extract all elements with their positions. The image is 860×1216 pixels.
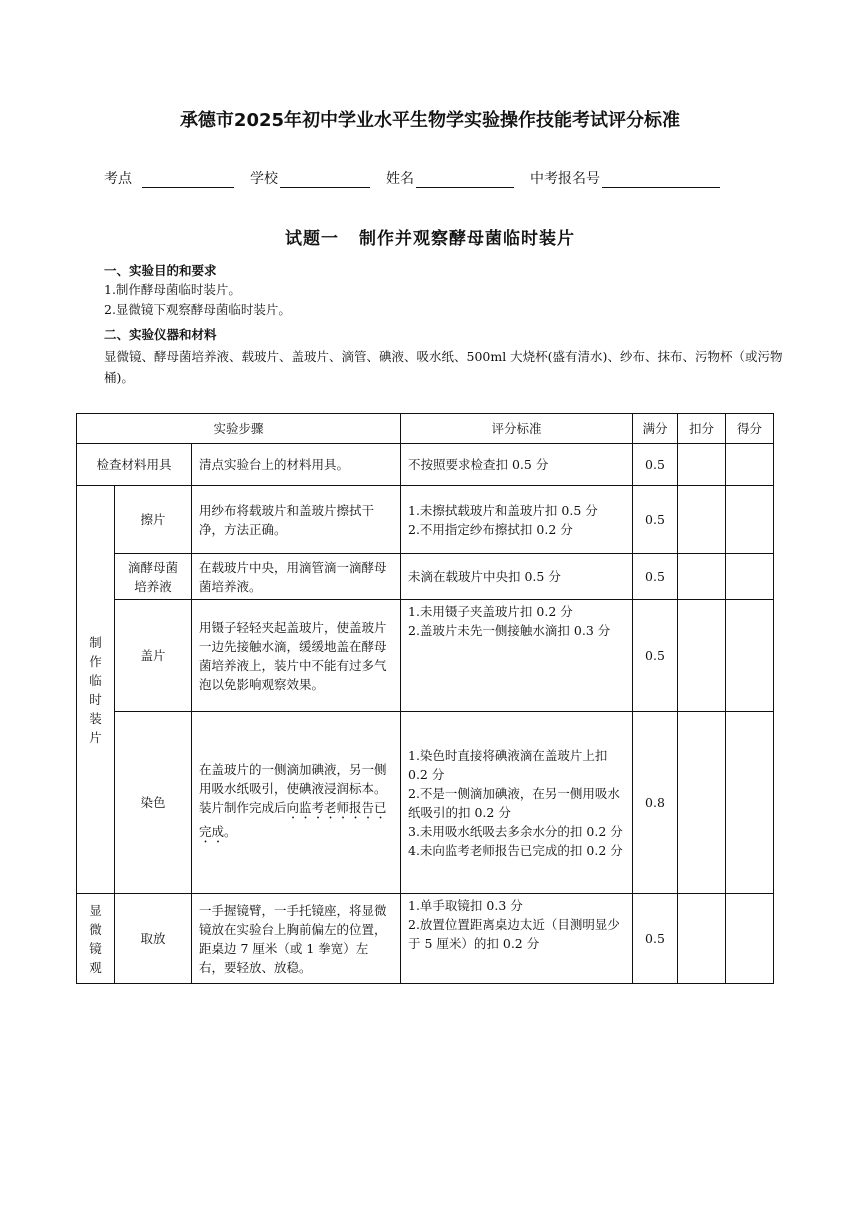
deduct-cell[interactable] bbox=[678, 894, 726, 984]
section1-item: 1.制作酵母菌临时装片。 bbox=[104, 282, 241, 297]
exam-site-field[interactable] bbox=[142, 173, 234, 188]
full-score: 0.8 bbox=[633, 712, 678, 894]
page-title: 承德市2025年初中学业水平生物学实验操作技能考试评分标准 bbox=[179, 110, 681, 131]
deduct-cell[interactable] bbox=[678, 712, 726, 894]
step-criteria: 1.单手取镜扣 0.3 分 2.放置位置距离桌边太近（目测明显少于 5 厘米）的扣 0.2 分 bbox=[401, 894, 633, 984]
step-criteria: 不按照要求检查扣 0.5 分 bbox=[401, 444, 633, 486]
score-cell[interactable] bbox=[726, 486, 774, 554]
section2-text: 显微镜、酵母菌培养液、载玻片、盖玻片、滴管、碘液、吸水纸、500ml 大烧杯(盛有清水)、纱布、抹布、污物杯（或污物桶)。 bbox=[104, 349, 783, 385]
table-row bbox=[77, 600, 774, 712]
step-criteria: 1.未用镊子夹盖玻片扣 0.2 分 2.盖玻片未先一侧接触水滴扣 0.3 分 bbox=[401, 600, 633, 712]
deduct-cell[interactable] bbox=[678, 444, 726, 486]
header-criteria: 评分标准 bbox=[401, 414, 633, 444]
step-operation: 用镊子轻轻夹起盖玻片，使盖玻片一边先接触水滴，缓缓地盖在酵母菌培养液上，装片中不能有过多气泡以免影响观察效果。 bbox=[192, 600, 401, 712]
full-score: 0.5 bbox=[633, 444, 678, 486]
group-label: 显 微 镜 观 bbox=[77, 894, 115, 984]
name-label: 姓名 bbox=[386, 171, 414, 187]
step-name: 滴酵母菌培养液 bbox=[115, 554, 192, 600]
table-row bbox=[77, 486, 774, 554]
full-score: 0.5 bbox=[633, 554, 678, 600]
step-name: 染色 bbox=[115, 712, 192, 894]
registration-label: 中考报名号 bbox=[530, 171, 600, 187]
step-name: 取放 bbox=[115, 894, 192, 984]
header-full: 满分 bbox=[633, 414, 678, 444]
table-row bbox=[77, 444, 774, 486]
deduct-cell[interactable] bbox=[678, 554, 726, 600]
header-steps: 实验步骤 bbox=[77, 414, 401, 444]
step-criteria: 未滴在载玻片中央扣 0.5 分 bbox=[401, 554, 633, 600]
score-cell[interactable] bbox=[726, 554, 774, 600]
step-name: 擦片 bbox=[115, 486, 192, 554]
score-cell[interactable] bbox=[726, 600, 774, 712]
exam-site-label: 考点 bbox=[104, 171, 132, 187]
score-cell[interactable] bbox=[726, 444, 774, 486]
header-deduct: 扣分 bbox=[678, 414, 726, 444]
exam-subtitle bbox=[0, 224, 860, 249]
step-operation: 一手握镜臂，一手托镜座，将显微镜放在实验台上胸前偏左的位置，距桌边 7 厘米（或 1 拳宽）左右，要轻放、放稳。 bbox=[192, 894, 401, 984]
section1-item: 2.显微镜下观察酵母菌临时装片。 bbox=[104, 302, 291, 317]
registration-field[interactable] bbox=[602, 173, 720, 188]
table-row bbox=[77, 554, 774, 600]
table-row bbox=[77, 894, 774, 984]
step-criteria: 1.未擦拭载玻片和盖玻片扣 0.5 分 2.不用指定纱布擦拭扣 0.2 分 bbox=[401, 486, 633, 554]
section1-heading: 一、实验目的和要求 bbox=[104, 263, 217, 278]
full-score: 0.5 bbox=[633, 600, 678, 712]
exam-name: 制作并观察酵母菌临时装片 bbox=[359, 229, 575, 249]
group-label: 制 作 临 时 装 片 bbox=[77, 486, 115, 894]
school-field[interactable] bbox=[280, 173, 370, 188]
emphasis-text: 向监考老师报告已完成 bbox=[199, 799, 387, 839]
step-operation: 用纱布将载玻片和盖玻片擦拭干净，方法正确。 bbox=[192, 486, 401, 554]
school-label: 学校 bbox=[250, 171, 278, 187]
step-operation: 在载玻片中央，用滴管滴一滴酵母菌培养液。 bbox=[192, 554, 401, 600]
step-criteria: 1.染色时直接将碘液滴在盖玻片上扣 0.2 分 2.不是一侧滴加碘液，在另一侧用吸水纸吸引的扣 0.2 分 3.未用吸水纸吸去多余水分的扣 0.2 分 4.未向监考老师报告已完成的扣 0.2 分 bbox=[401, 712, 633, 894]
score-cell[interactable] bbox=[726, 712, 774, 894]
step-operation: 清点实验台上的材料用具。 bbox=[192, 444, 401, 486]
table-row bbox=[77, 712, 774, 894]
full-score: 0.5 bbox=[633, 486, 678, 554]
scoring-table bbox=[76, 413, 774, 984]
candidate-info bbox=[104, 168, 720, 188]
step-name: 盖片 bbox=[115, 600, 192, 712]
exam-number: 试题一 bbox=[285, 229, 339, 249]
table-header bbox=[77, 414, 774, 444]
deduct-cell[interactable] bbox=[678, 486, 726, 554]
name-field[interactable] bbox=[416, 173, 514, 188]
deduct-cell[interactable] bbox=[678, 600, 726, 712]
header-score: 得分 bbox=[726, 414, 774, 444]
section1-list bbox=[104, 280, 784, 320]
score-cell[interactable] bbox=[726, 894, 774, 984]
full-score: 0.5 bbox=[633, 894, 678, 984]
section2-heading: 二、实验仪器和材料 bbox=[104, 327, 217, 342]
step-operation: 在盖玻片的一侧滴加碘液，另一侧用吸水纸吸引，使碘液浸润标本。装片制作完成后向监考老师报告已完成。 bbox=[192, 712, 401, 894]
step-name: 检查材料用具 bbox=[77, 444, 192, 486]
